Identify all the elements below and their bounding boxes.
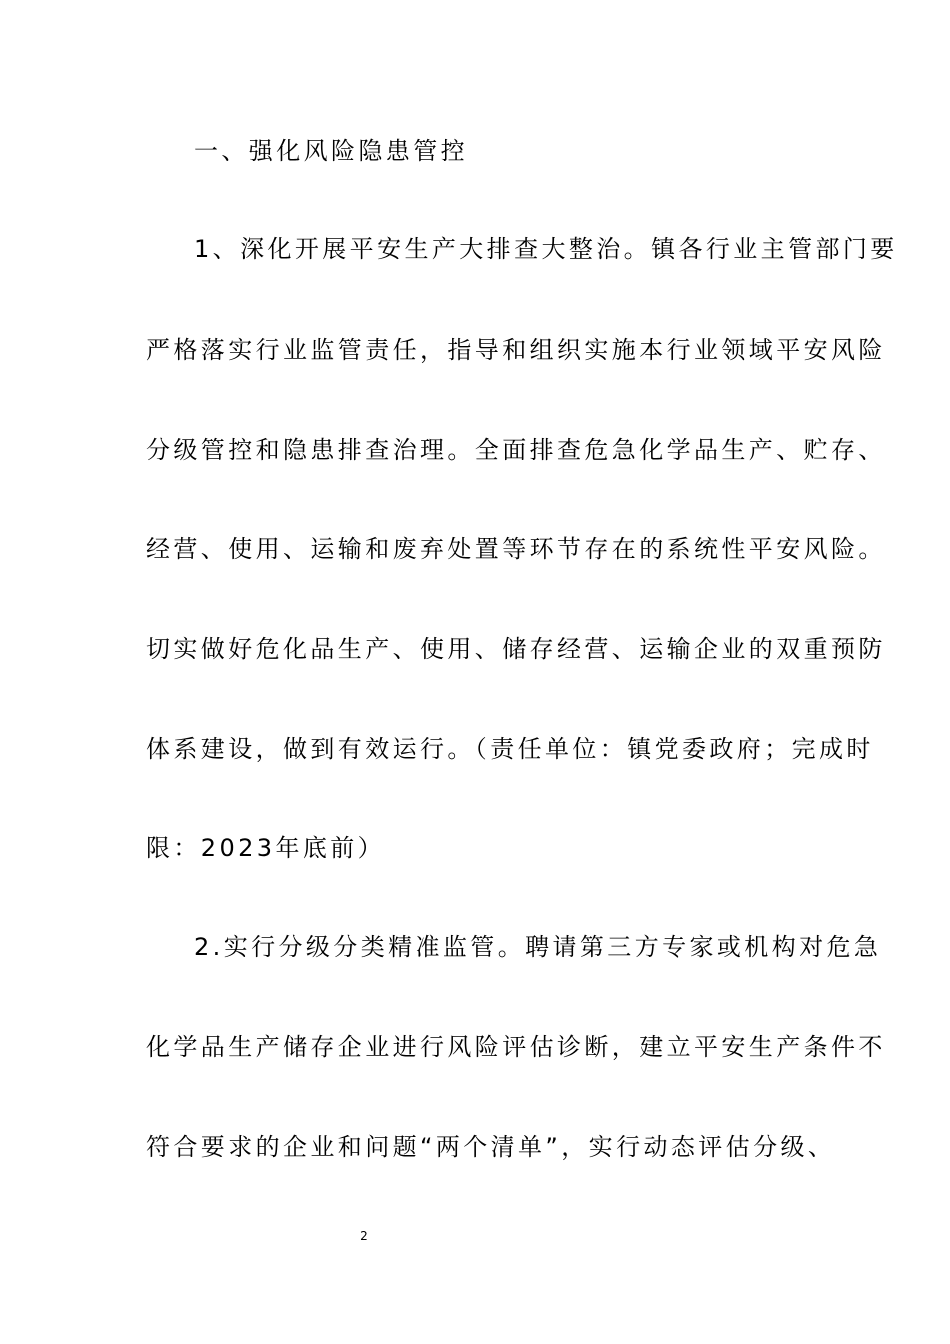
paragraph-line: 化学品生产储存企业进行风险评估诊断，建立平安生产条件不	[146, 1033, 886, 1061]
paragraph-line: 严格落实行业监管责任，指导和组织实施本行业领域平安风险	[146, 336, 886, 364]
paragraph-line: 切实做好危化品生产、使用、储存经营、运输企业的双重预防	[146, 635, 886, 663]
paragraph-line: 限：2023年底前）	[146, 834, 386, 862]
paragraph-line: 经营、使用、运输和废弃处置等环节存在的系统性平安风险。	[146, 535, 886, 563]
paragraph-line: 2.实行分级分类精准监管。聘请第三方专家或机构对危急	[194, 933, 882, 961]
paragraph-line: 1、深化开展平安生产大排查大整治。镇各行业主管部门要	[194, 235, 898, 263]
section-heading: 一、强化风险隐患管控	[194, 137, 468, 165]
paragraph-line: 体系建设，做到有效运行。（责任单位：镇党委政府；完成时	[146, 735, 874, 763]
paragraph-line: 符合要求的企业和问题“两个清单”，实行动态评估分级、	[146, 1133, 836, 1161]
page-number: 2	[360, 1229, 368, 1243]
paragraph-line: 分级管控和隐患排查治理。全面排查危急化学品生产、贮存、	[146, 436, 886, 464]
